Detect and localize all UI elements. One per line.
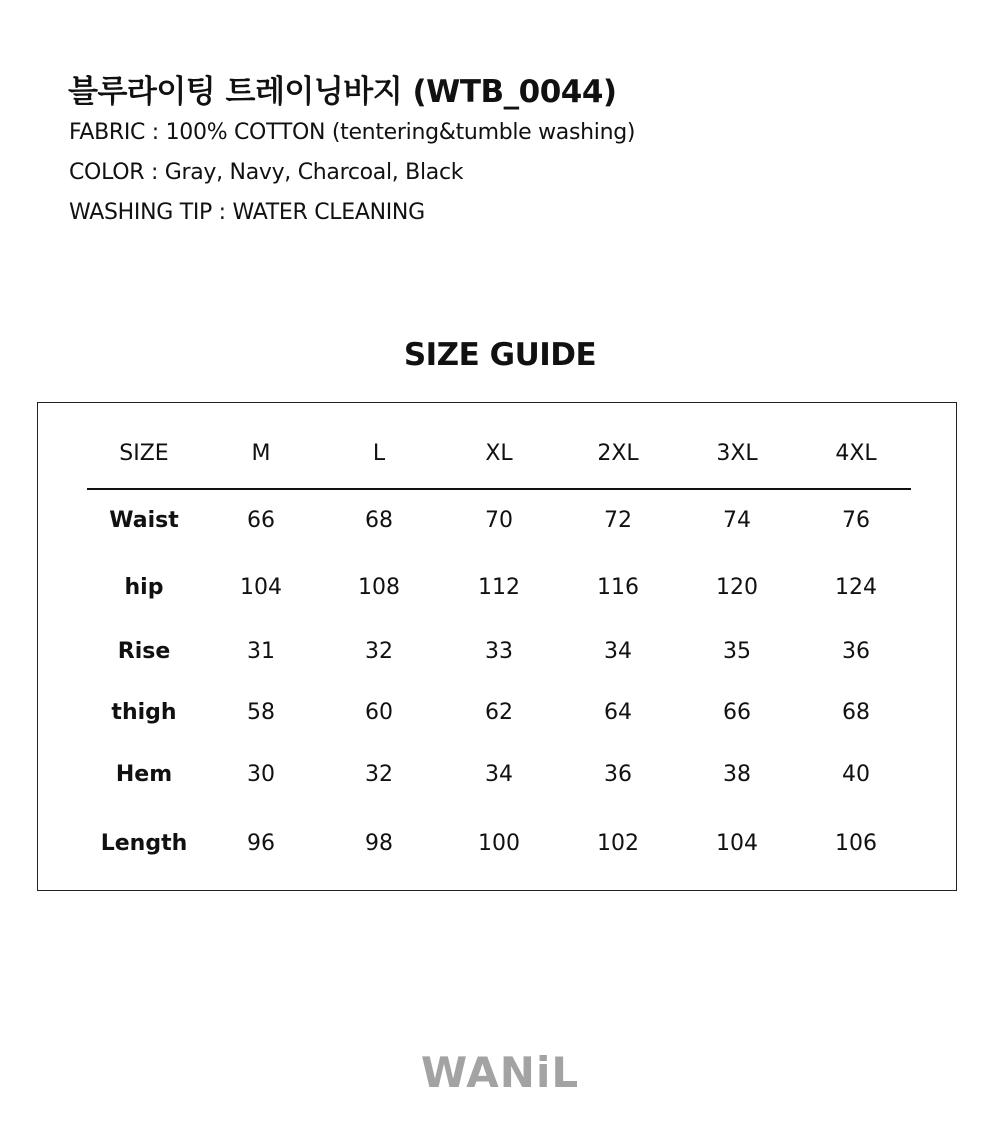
measurement-value: 68 xyxy=(842,700,870,725)
measurement-value: 35 xyxy=(723,639,751,664)
measurement-value: 108 xyxy=(358,575,400,600)
washing-tip: WASHING TIP : WATER CLEANING xyxy=(69,200,425,225)
measurement-value: 76 xyxy=(842,508,870,533)
measurement-value: 120 xyxy=(716,575,758,600)
measurement-value: 38 xyxy=(723,762,751,787)
measurement-value: 106 xyxy=(835,831,877,856)
measurement-value: 34 xyxy=(485,762,513,787)
size-column-header: XL xyxy=(485,441,513,466)
size-column-header: L xyxy=(372,441,386,466)
measurement-value: 60 xyxy=(365,700,393,725)
color-spec: COLOR : Gray, Navy, Charcoal, Black xyxy=(69,160,464,185)
size-guide-heading: SIZE GUIDE xyxy=(403,337,597,373)
product-title: 블루라이팅 트레이닝바지 (WTB_0044) xyxy=(68,74,617,110)
measurement-value: 72 xyxy=(604,508,632,533)
measurement-value: 96 xyxy=(247,831,275,856)
measurement-value: 34 xyxy=(604,639,632,664)
header-divider xyxy=(87,488,911,490)
measurement-value: 40 xyxy=(842,762,870,787)
measurement-value: 104 xyxy=(716,831,758,856)
measurement-value: 116 xyxy=(597,575,639,600)
measurement-value: 64 xyxy=(604,700,632,725)
measurement-value: 33 xyxy=(485,639,513,664)
size-column-header: M xyxy=(251,441,271,466)
measurement-value: 104 xyxy=(240,575,282,600)
measurement-value: 66 xyxy=(723,700,751,725)
measurement-value: 32 xyxy=(365,639,393,664)
measurement-label: Waist xyxy=(109,508,179,533)
measurement-value: 62 xyxy=(485,700,513,725)
size-column-header: 3XL xyxy=(716,441,758,466)
measurement-value: 36 xyxy=(842,639,870,664)
measurement-value: 30 xyxy=(247,762,275,787)
measurement-value: 100 xyxy=(478,831,520,856)
measurement-value: 102 xyxy=(597,831,639,856)
measurement-value: 124 xyxy=(835,575,877,600)
measurement-value: 68 xyxy=(365,508,393,533)
measurement-value: 74 xyxy=(723,508,751,533)
measurement-label: thigh xyxy=(111,700,177,725)
brand-logo: WANiL xyxy=(420,1048,580,1097)
measurement-value: 98 xyxy=(365,831,393,856)
measurement-value: 66 xyxy=(247,508,275,533)
size-column-header: 4XL xyxy=(835,441,877,466)
measurement-label: Hem xyxy=(115,762,173,787)
measurement-value: 31 xyxy=(247,639,275,664)
measurement-value: 58 xyxy=(247,700,275,725)
fabric-spec: FABRIC : 100% COTTON (tentering&tumble washing) xyxy=(69,120,636,145)
measurement-label: Rise xyxy=(117,639,171,664)
size-column-header: 2XL xyxy=(597,441,639,466)
measurement-value: 70 xyxy=(485,508,513,533)
measurement-value: 32 xyxy=(365,762,393,787)
measurement-label: Length xyxy=(100,831,188,856)
measurement-value: 36 xyxy=(604,762,632,787)
measurement-value: 112 xyxy=(478,575,520,600)
measurement-label: hip xyxy=(124,575,164,600)
size-header-label: SIZE xyxy=(119,441,169,466)
